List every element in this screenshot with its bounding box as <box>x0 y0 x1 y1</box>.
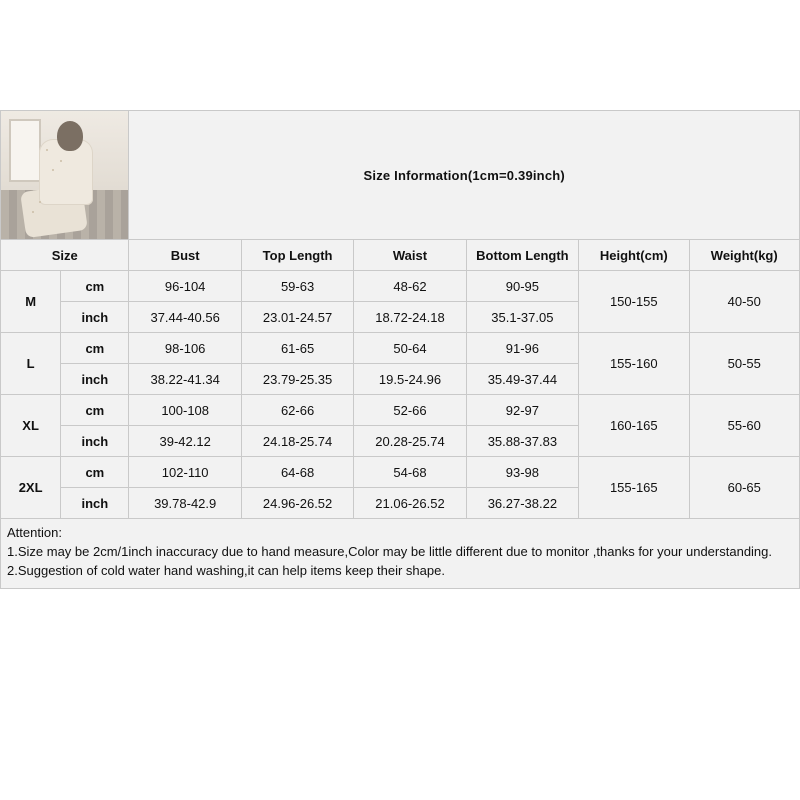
product-photo-cell <box>1 111 129 240</box>
cell-top-length-cm: 62-66 <box>241 395 353 426</box>
cell-bottom-length-cm: 91-96 <box>466 333 578 364</box>
cell-waist-cm: 52-66 <box>354 395 466 426</box>
unit-cm: cm <box>61 271 129 302</box>
cell-weight: 55-60 <box>689 395 800 457</box>
cell-waist-inch: 21.06-26.52 <box>354 488 466 519</box>
attention-line-1: 1.Size may be 2cm/1inch inaccuracy due to hand measure,Color may be little different due to monitor ,thanks for your understanding. <box>7 544 773 559</box>
header-height: Height(cm) <box>579 240 689 271</box>
header-bust: Bust <box>129 240 241 271</box>
unit-inch: inch <box>61 364 129 395</box>
unit-inch: inch <box>61 488 129 519</box>
cell-top-length-inch: 24.96-26.52 <box>241 488 353 519</box>
cell-height: 155-165 <box>579 457 689 519</box>
cell-bust-inch: 37.44-40.56 <box>129 302 241 333</box>
header-size: Size <box>1 240 129 271</box>
cell-top-length-cm: 59-63 <box>241 271 353 302</box>
cell-weight: 60-65 <box>689 457 800 519</box>
size-label-2xl: 2XL <box>1 457 61 519</box>
product-photo <box>1 111 128 239</box>
unit-inch: inch <box>61 302 129 333</box>
header-top-length: Top Length <box>241 240 353 271</box>
title-row <box>1 111 800 240</box>
cell-waist-inch: 19.5-24.96 <box>354 364 466 395</box>
size-label-l: L <box>1 333 61 395</box>
cell-height: 150-155 <box>579 271 689 333</box>
cell-bottom-length-inch: 36.27-38.22 <box>466 488 578 519</box>
photo-window <box>9 119 41 182</box>
unit-cm: cm <box>61 457 129 488</box>
cell-bust-cm: 96-104 <box>129 271 241 302</box>
cell-weight: 40-50 <box>689 271 800 333</box>
unit-cm: cm <box>61 395 129 426</box>
cell-top-length-cm: 64-68 <box>241 457 353 488</box>
size-label-m: M <box>1 271 61 333</box>
size-information-table <box>0 110 800 519</box>
cell-height: 155-160 <box>579 333 689 395</box>
unit-inch: inch <box>61 426 129 457</box>
column-header-row <box>1 240 800 271</box>
cell-waist-cm: 54-68 <box>354 457 466 488</box>
cell-bust-cm: 100-108 <box>129 395 241 426</box>
attention-line-2: 2.Suggestion of cold water hand washing,it can help items keep their shape. <box>7 563 445 578</box>
cell-bottom-length-cm: 90-95 <box>466 271 578 302</box>
cell-waist-inch: 18.72-24.18 <box>354 302 466 333</box>
table-row <box>1 333 800 364</box>
cell-bottom-length-inch: 35.88-37.83 <box>466 426 578 457</box>
header-waist: Waist <box>354 240 466 271</box>
cell-weight: 50-55 <box>689 333 800 395</box>
cell-waist-cm: 50-64 <box>354 333 466 364</box>
attention-heading: Attention: <box>7 525 62 540</box>
cell-bust-inch: 39.78-42.9 <box>129 488 241 519</box>
cell-bottom-length-inch: 35.1-37.05 <box>466 302 578 333</box>
size-chart <box>0 110 800 589</box>
cell-waist-cm: 48-62 <box>354 271 466 302</box>
cell-top-length-cm: 61-65 <box>241 333 353 364</box>
cell-waist-inch: 20.28-25.74 <box>354 426 466 457</box>
cell-bottom-length-cm: 93-98 <box>466 457 578 488</box>
table-row <box>1 395 800 426</box>
cell-bust-cm: 98-106 <box>129 333 241 364</box>
table-row <box>1 457 800 488</box>
attention-notes <box>0 519 800 589</box>
cell-top-length-inch: 23.79-25.35 <box>241 364 353 395</box>
cell-top-length-inch: 23.01-24.57 <box>241 302 353 333</box>
cell-height: 160-165 <box>579 395 689 457</box>
chart-title: Size Information(1cm=0.39inch) <box>129 111 800 240</box>
photo-model-head <box>57 121 83 151</box>
size-label-xl: XL <box>1 395 61 457</box>
cell-bust-inch: 38.22-41.34 <box>129 364 241 395</box>
cell-bust-cm: 102-110 <box>129 457 241 488</box>
unit-cm: cm <box>61 333 129 364</box>
header-weight: Weight(kg) <box>689 240 800 271</box>
cell-bottom-length-inch: 35.49-37.44 <box>466 364 578 395</box>
cell-bust-inch: 39-42.12 <box>129 426 241 457</box>
table-row <box>1 271 800 302</box>
cell-bottom-length-cm: 92-97 <box>466 395 578 426</box>
header-bottom-length: Bottom Length <box>466 240 578 271</box>
cell-top-length-inch: 24.18-25.74 <box>241 426 353 457</box>
